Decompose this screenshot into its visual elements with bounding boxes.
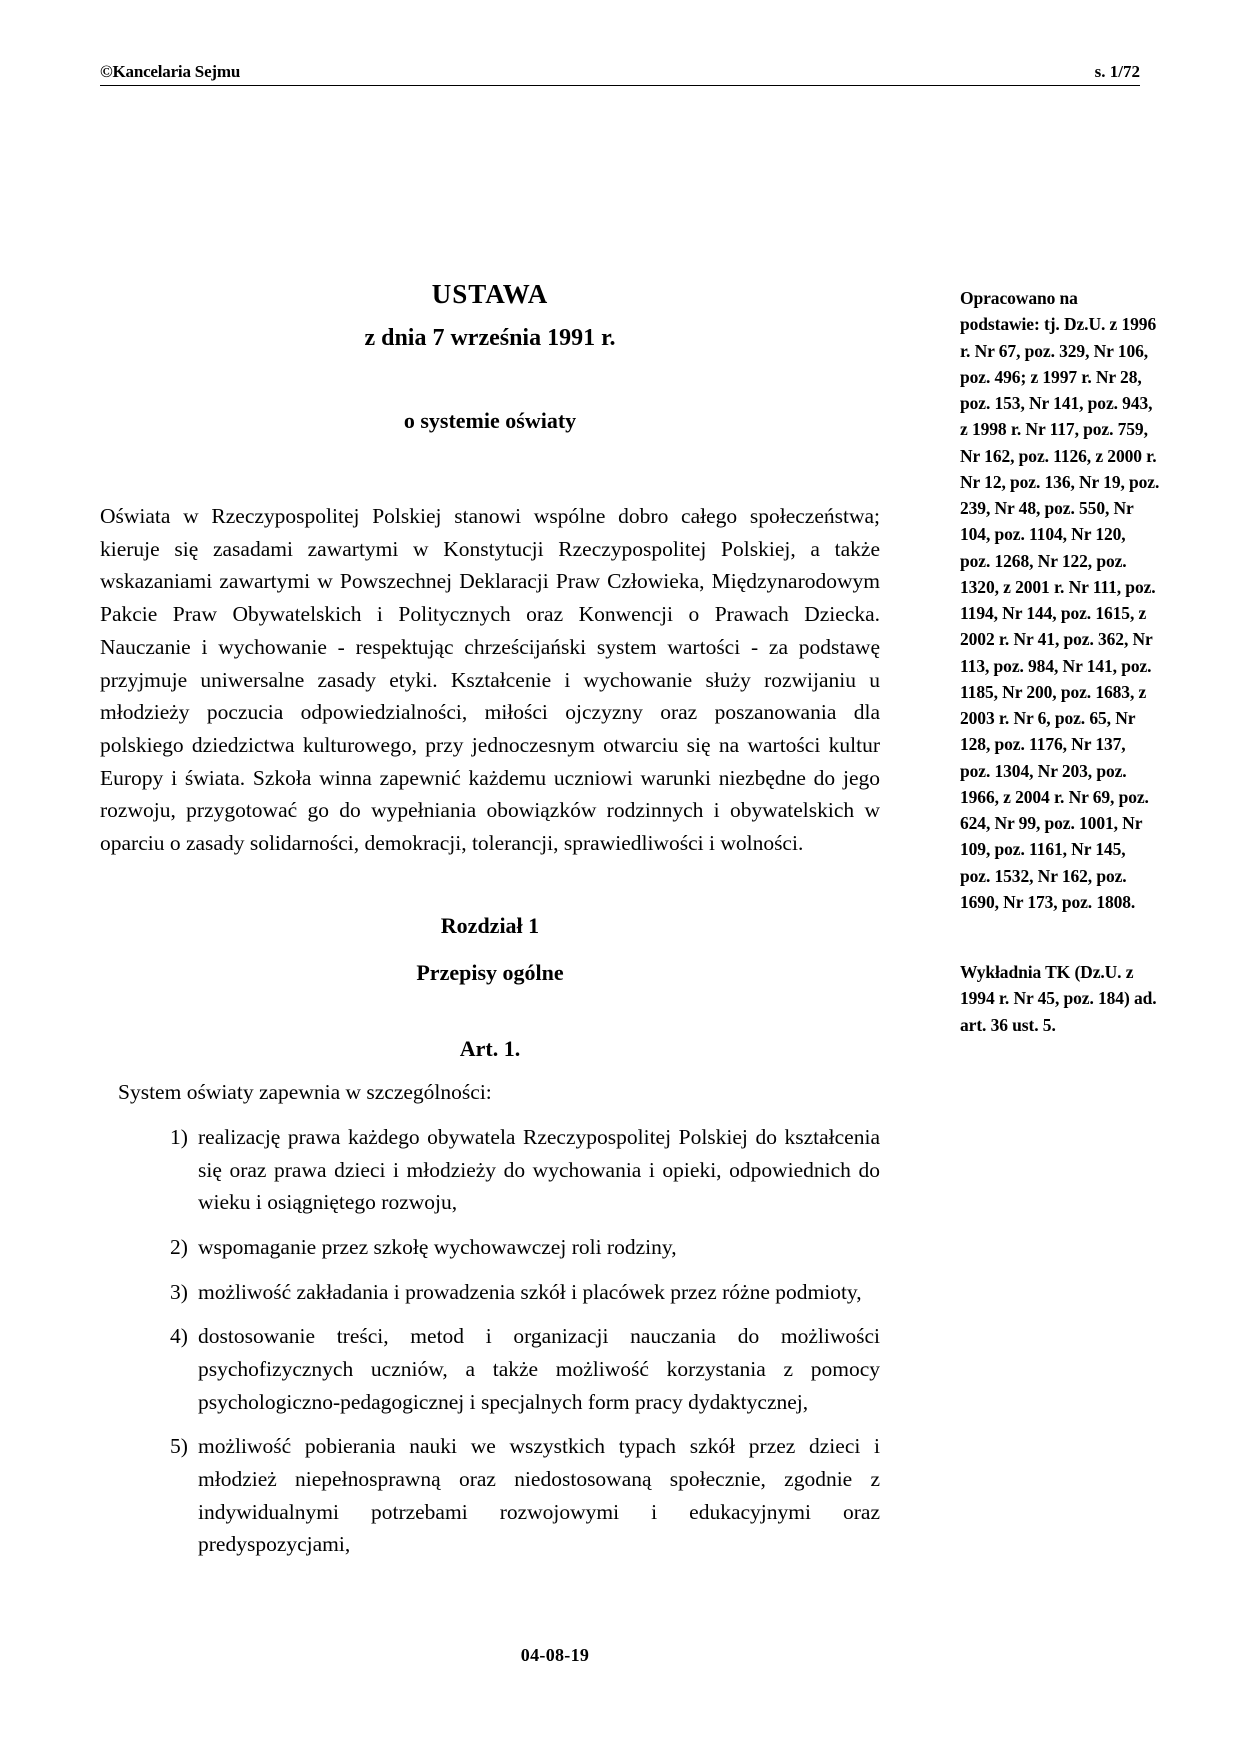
list-item-text: możliwość zakładania i prowadzenia szkół i placówek przez różne podmioty,: [198, 1279, 862, 1304]
margin-note-legal-basis: Opracowano na podstawie: tj. Dz.U. z 1996 r. Nr 67, poz. 329, Nr 106, poz. 496; z 1997 r. Nr 28, poz. 153, Nr 141, poz. 943, z 1998 r. Nr 117, poz. 759, Nr 162, poz. 1126, z 2000 r. Nr 12, poz. 136, Nr 19, poz. 239, Nr 48, poz. 550, Nr 104, poz. 1104, Nr 120, poz. 1268, Nr 122, poz. 1320, z 2001 r. Nr 111, poz. 1194, Nr 144, poz. 1615, z 2002 r. Nr 41, poz. 362, Nr 113, poz. 984, Nr 141, poz. 1185, Nr 200, poz. 1683, z 2003 r. Nr 6, poz. 65, Nr 128, poz. 1176, Nr 137, poz. 1304, Nr 203, poz. 1966, z 2004 r. Nr 69, poz. 624, Nr 99, poz. 1001, Nr 109, poz. 1161, Nr 145, poz. 1532, Nr 162, poz. 1690, Nr 173, poz. 1808.: [960, 288, 1160, 912]
act-subject: o systemie oświaty: [403, 408, 577, 434]
article-points-list: [100, 1121, 880, 1561]
header-publisher: ©Kancelaria Sejmu: [100, 62, 241, 81]
chapter-number: Rozdział 1: [440, 912, 540, 938]
list-item: [100, 1430, 880, 1561]
list-item: [100, 1121, 880, 1219]
margin-note-tk-interpretation: Wykładnia TK (Dz.U. z 1994 r. Nr 45, poz. 184) ad. art. 36 ust. 5.: [960, 962, 1157, 1035]
list-item-marker: 5): [170, 1434, 188, 1459]
chapter-heading-block: [100, 908, 880, 990]
act-title: USTAWA: [431, 279, 549, 309]
list-item-marker: 2): [170, 1234, 188, 1259]
page-footer-date: 04-08-19: [520, 1645, 590, 1665]
act-date: z dnia 7 września 1991 r.: [364, 325, 616, 352]
list-item-marker: 3): [170, 1279, 188, 1304]
preamble-paragraph: Oświata w Rzeczypospolitej Polskiej stanowi wspólne dobro całego społeczeństwa; kieruje się zasadami zawartymi w Konstytucji Rzeczypospolitej Polskiej, a także wskazaniami zawartymi w Powszechnej Deklaracji Praw Człowieka, Międzynarodowym Pakcie Praw Obywatelskich i Politycznych oraz Konwencji o Prawach Dziecka. Nauczanie i wychowanie - respektując chrześcijański system wartości - za podstawę przyjmuje uniwersalne zasady etyki. Kształcenie i wychowanie służy rozwijaniu u młodzieży poczucia odpowiedzialności, miłości ojczyzny oraz poszanowania dla polskiego dziedzictwa kulturowego, przy jednoczesnym otwarciu się na wartości kultur Europy i świata. Szkoła winna zapewnić każdemu uczniowi warunki niezbędne do jego rozwoju, przygotować go do wypełniania obowiązków rodzinnych i obywatelskich w oparciu o zasady solidarności, demokracji, tolerancji, sprawiedliwości i wolności.: [100, 504, 880, 855]
list-item-marker: 4): [170, 1324, 188, 1349]
list-item: [100, 1231, 880, 1264]
list-item-marker: 1): [170, 1124, 188, 1149]
list-item: [100, 1320, 880, 1418]
header-page-number: s. 1/72: [1094, 62, 1140, 81]
page-header: [100, 62, 1140, 86]
article-intro: System oświaty zapewnia w szczególności:: [118, 1079, 492, 1104]
main-text-column: [100, 275, 880, 1573]
list-item-text: dostosowanie treści, metod i organizacji nauczania do możliwości psychofizycznych uczniów, a także możliwość korzystania z pomocy psychologiczno-pedagogicznej i specjalnych form pracy dydaktycznej,: [198, 1324, 880, 1414]
chapter-name: Przepisy ogólne: [416, 959, 564, 985]
document-title-block: [100, 275, 880, 434]
margin-notes-column: [960, 285, 1160, 1038]
list-item: [100, 1276, 880, 1309]
list-item-text: wspomaganie przez szkołę wychowawczej roli rodziny,: [198, 1234, 677, 1259]
article-heading: Art. 1.: [459, 1035, 521, 1061]
list-item-text: możliwość pobierania nauki we wszystkich typach szkół przez dzieci i młodzież niepełnosprawną oraz niedostosowaną społecznie, zgodnie z indywidualnymi potrzebami rozwojowymi i edukacyjnymi oraz predyspozycjami,: [198, 1434, 880, 1557]
list-item-text: realizację prawa każdego obywatela Rzeczypospolitej Polskiej do kształcenia się oraz prawa dzieci i młodzieży do wychowania i opieki, odpowiednich do wieku i osiągniętego rozwoju,: [198, 1124, 880, 1215]
